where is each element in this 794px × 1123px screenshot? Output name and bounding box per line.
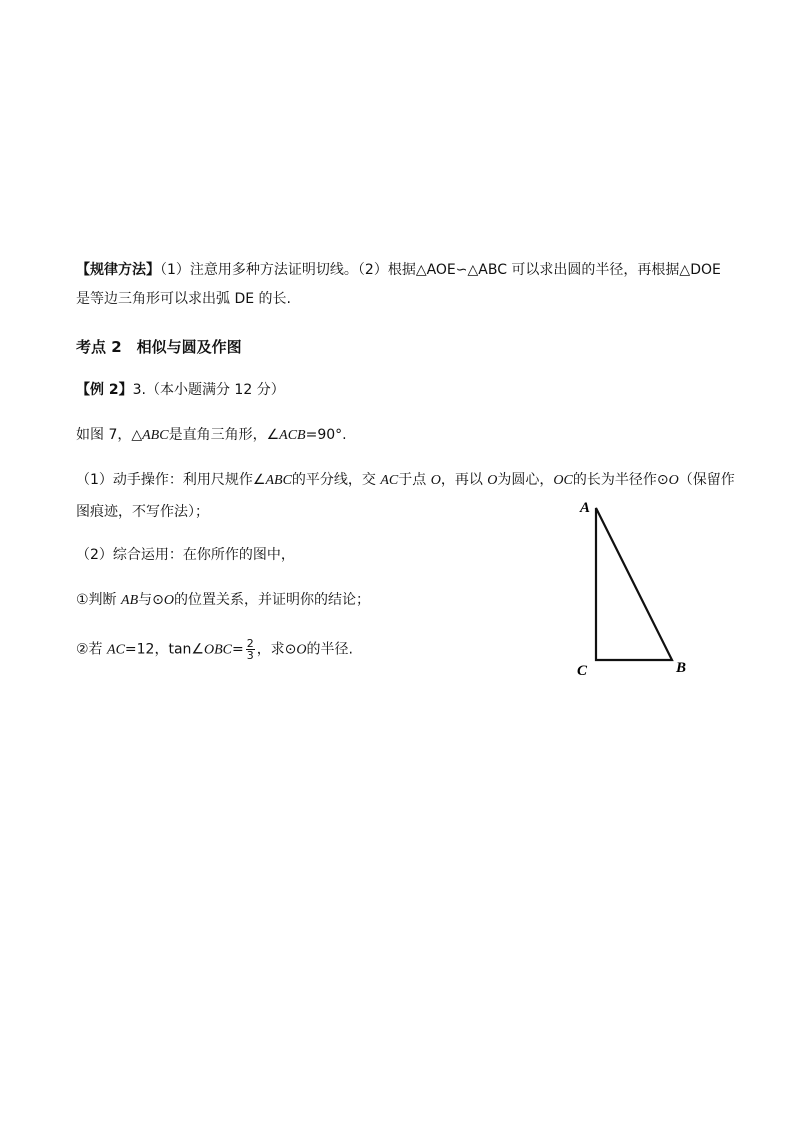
q1-text: 为圆心， <box>497 472 554 488</box>
intro-line <box>76 425 347 446</box>
intro-text: 是直角三角形，∠ <box>168 427 280 443</box>
method-label: 【规律方法】 <box>76 262 160 278</box>
math-o: O <box>296 642 307 658</box>
right-triangle-figure <box>570 495 700 680</box>
q2b-text: 的半径. <box>306 641 353 658</box>
example-text: 3.（本小题满分 12 分） <box>132 382 285 398</box>
q2a-text: ①判断 <box>76 592 122 608</box>
fraction-denominator: 3 <box>246 649 254 662</box>
fraction-numerator: 2 <box>246 637 254 650</box>
q2b-text: = <box>231 641 244 658</box>
math-abc: ABC <box>142 428 169 443</box>
vertex-c-label: C <box>577 663 588 679</box>
math-oc: OC <box>553 473 573 488</box>
example-line <box>76 380 285 400</box>
method-text-1: （1）注意用多种方法证明切线。（2）根据△AOE∽△ABC 可以求出圆的半径，再根据△DOE <box>160 262 721 278</box>
q2b-text: =12，tan∠ <box>124 641 204 658</box>
math-abc: ABC <box>265 473 292 488</box>
math-acb: ACB <box>279 428 306 443</box>
math-ac: AC <box>107 642 125 658</box>
math-ab: AB <box>121 593 139 608</box>
vertex-b-label: B <box>676 660 687 676</box>
q1-text: 的长为半径作⊙ <box>572 472 669 488</box>
question-1-line-1 <box>76 470 735 491</box>
intro-text: 如图 7，△ <box>76 427 143 443</box>
q1-text: （1）动手操作：利用尺规作∠ <box>76 472 266 488</box>
math-o: O <box>668 473 679 488</box>
vertex-a-label: A <box>580 500 591 516</box>
triangle-abc <box>596 508 672 660</box>
q1-text: ，再以 <box>440 472 488 488</box>
math-ac: AC <box>380 473 399 488</box>
q2b-text: ，求⊙ <box>256 641 297 658</box>
question-1-line-2: 图痕迹，不写作法）； <box>76 504 209 520</box>
math-o: O <box>430 473 441 488</box>
q1-text: 于点 <box>398 472 431 488</box>
question-2-line: （2）综合运用：在你所作的图中， <box>76 547 295 563</box>
q1-text: 的平分线，交 <box>291 472 381 488</box>
q2a-text: 与⊙ <box>138 592 164 608</box>
example-label: 【例 2】 <box>76 382 133 398</box>
question-2a-line <box>76 590 370 611</box>
q2b-text: ②若 <box>76 641 108 658</box>
method-line-2: 是等边三角形可以求出弧 DE 的长. <box>76 291 291 307</box>
q1-text: （保留作 <box>678 472 735 488</box>
fraction <box>246 638 255 661</box>
q2a-text: 的位置关系，并证明你的结论； <box>173 592 370 608</box>
method-line-1 <box>76 260 721 280</box>
math-o: O <box>163 593 174 608</box>
question-2b-line <box>76 638 353 661</box>
section-title: 考点 2 相似与圆及作图 <box>76 338 242 356</box>
math-obc: OBC <box>203 642 232 658</box>
math-o: O <box>487 473 498 488</box>
intro-text: =90°. <box>305 427 347 443</box>
